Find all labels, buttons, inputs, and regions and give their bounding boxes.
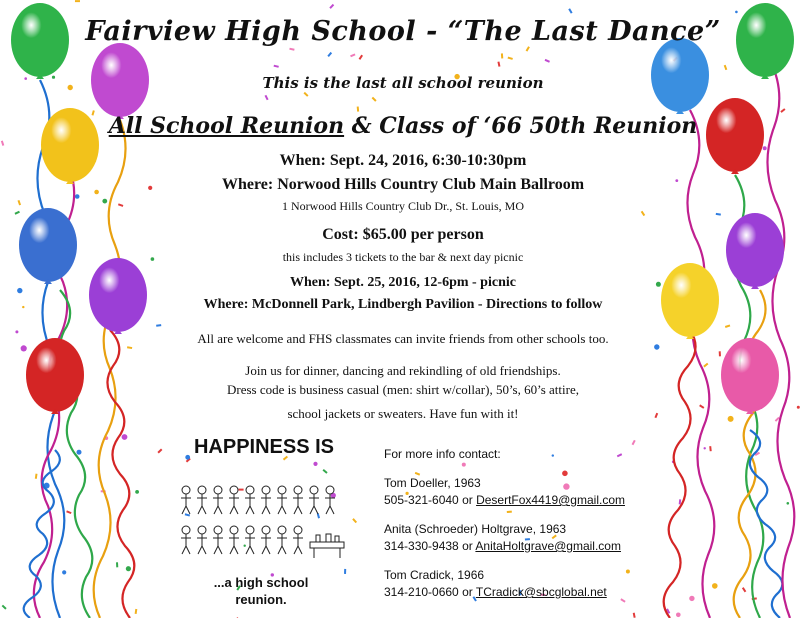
- confetti-strip: [352, 518, 357, 523]
- classmate-figure: [246, 486, 254, 494]
- confetti-dot: [787, 502, 790, 505]
- classmate-figure: [214, 526, 222, 534]
- cost-note: this includes 3 tickets to the bar & next day picnic: [282, 250, 524, 264]
- classmate-figure-body: [213, 534, 223, 554]
- classmate-figure: [198, 486, 206, 494]
- event-where: Where: Norwood Hills Country Club Main Ballroom: [221, 176, 585, 193]
- confetti-strip: [501, 53, 503, 58]
- contact-email-link[interactable]: TCradick@sbcglobal.net: [475, 585, 607, 599]
- event-when: When: Sept. 24, 2016, 6:30-10:30pm: [279, 152, 527, 169]
- confetti-strip: [632, 440, 636, 445]
- event-address: 1 Norwood Hills Country Club Dr., St. Louis, MO: [281, 199, 524, 213]
- classmate-figure: [198, 526, 206, 534]
- flyer-subtitle: This is the last all school reunion: [262, 74, 544, 92]
- classmate-figure-body: [197, 494, 207, 514]
- balloon: [89, 258, 147, 332]
- confetti-strip: [372, 97, 377, 102]
- confetti-strip: [1, 141, 4, 146]
- confetti-strip: [329, 4, 334, 9]
- flyer-title: Fairview High School - “The Last Dance”: [85, 16, 721, 47]
- confetti-dot: [62, 570, 66, 574]
- classmate-figure-body: [277, 494, 287, 514]
- confetti-strip: [719, 351, 721, 356]
- confetti-strip: [725, 324, 730, 327]
- classmate-figure: [230, 526, 238, 534]
- confetti-strip: [116, 562, 118, 567]
- reunion-heading-rest: & Class of ‘66 50th Reunion: [344, 113, 698, 139]
- classmate-figure: [246, 526, 254, 534]
- confetti-dot: [122, 434, 128, 440]
- classmate-figure: [182, 526, 190, 534]
- classmate-figure: [214, 486, 222, 494]
- confetti-strip: [350, 53, 355, 57]
- picnic-when: When: Sept. 25, 2016, 12-6pm - picnic: [290, 275, 516, 290]
- confetti-dot: [689, 596, 694, 601]
- confetti-strip: [66, 510, 71, 514]
- confetti-strip: [545, 59, 550, 63]
- picnic-where: Where: McDonnell Park, Lindbergh Pavilion - Directions to follow: [203, 297, 603, 312]
- confetti-dot: [763, 146, 767, 150]
- happiness-caption: [186, 574, 336, 608]
- jackets-text: school jackets or sweaters. Have fun with it!: [287, 406, 519, 421]
- confetti-strip: [156, 324, 161, 327]
- confetti-dot: [712, 583, 718, 589]
- confetti-strip: [357, 107, 359, 112]
- contact-heading: For more info contact:: [384, 447, 501, 461]
- classmate-figure: [326, 486, 334, 494]
- confetti-strip: [709, 446, 712, 451]
- confetti-strip: [157, 449, 162, 454]
- classmate-figure: [278, 486, 286, 494]
- confetti-strip: [508, 57, 513, 60]
- confetti-strip: [323, 469, 328, 474]
- confetti-strip: [289, 48, 294, 51]
- contact-phone: 314-330-9438 or: [384, 539, 476, 553]
- caption-line-2: reunion.: [235, 592, 287, 607]
- confetti-dot: [126, 566, 131, 571]
- classmate-figure: [230, 486, 238, 494]
- confetti-strip: [497, 62, 500, 67]
- classmate-figure: [310, 486, 318, 494]
- happiness-heading: HAPPINESS IS: [193, 436, 335, 458]
- confetti-strip: [724, 65, 728, 70]
- classmate-figure-body: [309, 494, 319, 514]
- classmate-figure-body: [261, 534, 271, 554]
- join-text: Join us for dinner, dancing and rekindling of old friendships.: [245, 363, 561, 378]
- cost-label: Cost: $65.00 per person: [322, 226, 484, 243]
- confetti-strip: [633, 613, 636, 618]
- classmate-figure: [262, 486, 270, 494]
- confetti-strip: [327, 52, 332, 57]
- classmate-figure-body: [325, 494, 335, 514]
- contact-name: Tom Cradick, 1966: [384, 568, 485, 582]
- confetti-dot: [735, 11, 738, 14]
- classmate-figure-body: [293, 494, 303, 514]
- classmate-figure: [262, 526, 270, 534]
- confetti-strip: [679, 499, 682, 504]
- contact-name: Tom Doeller, 1963: [384, 476, 481, 490]
- confetti-strip: [35, 474, 38, 479]
- classmate-figure-body: [181, 534, 191, 554]
- classmate-figure: [278, 526, 286, 534]
- classmate-figure: [294, 486, 302, 494]
- confetti-dot: [676, 613, 681, 618]
- classmate-figure-body: [213, 494, 223, 514]
- confetti-strip: [2, 605, 7, 610]
- contact-email-link[interactable]: DesertFox4419@gmail.com: [476, 493, 625, 507]
- classmate-figure-body: [245, 494, 255, 514]
- confetti-dot: [704, 447, 706, 449]
- contact-info: [384, 446, 654, 601]
- confetti-strip: [274, 65, 279, 68]
- reunion-heading: [0, 113, 806, 139]
- confetti-strip: [135, 609, 138, 614]
- confetti-strip: [265, 95, 269, 100]
- caption-line-1: ...a high school: [213, 575, 309, 590]
- confetti-strip: [526, 46, 530, 51]
- confetti-dot: [135, 490, 139, 494]
- confetti-strip: [304, 92, 309, 97]
- contact-email-link[interactable]: AnitaHoltgrave@gmail.com: [475, 539, 621, 553]
- confetti-strip: [568, 8, 572, 13]
- balloon: [19, 208, 77, 282]
- welcome-text: All are welcome and FHS classmates can invite friends from other schools too.: [197, 331, 609, 346]
- classmate-figure-body: [229, 494, 239, 514]
- contact-name: Anita (Schroeder) Holtgrave, 1963: [384, 522, 567, 536]
- classmate-figure: [182, 486, 190, 494]
- classmates-sketch-image: [176, 482, 352, 570]
- classmate-figure: [294, 526, 302, 534]
- classmate-figure-body: [197, 534, 207, 554]
- classmate-figure-body: [277, 534, 287, 554]
- confetti-strip: [75, 0, 80, 2]
- confetti-strip: [742, 587, 746, 592]
- contact-phone: 505-321-6040 or: [384, 493, 477, 507]
- contact-phone: 314-210-0660 or: [384, 585, 476, 599]
- classmate-figure-body: [261, 494, 271, 514]
- reunion-heading-underlined: All School Reunion: [108, 113, 345, 139]
- dress-code-text: Dress code is business casual (men: shirt w/collar), 50’s, 60’s attire,: [226, 382, 579, 397]
- classmate-figure-body: [229, 534, 239, 554]
- ribbon-curl: [750, 430, 782, 618]
- confetti-dot: [77, 450, 82, 455]
- classmate-figure-body: [245, 534, 255, 554]
- classmate-figure-body: [293, 534, 303, 554]
- confetti-strip: [359, 55, 363, 60]
- classmate-figure-body: [181, 494, 191, 514]
- confetti-dot: [313, 462, 317, 466]
